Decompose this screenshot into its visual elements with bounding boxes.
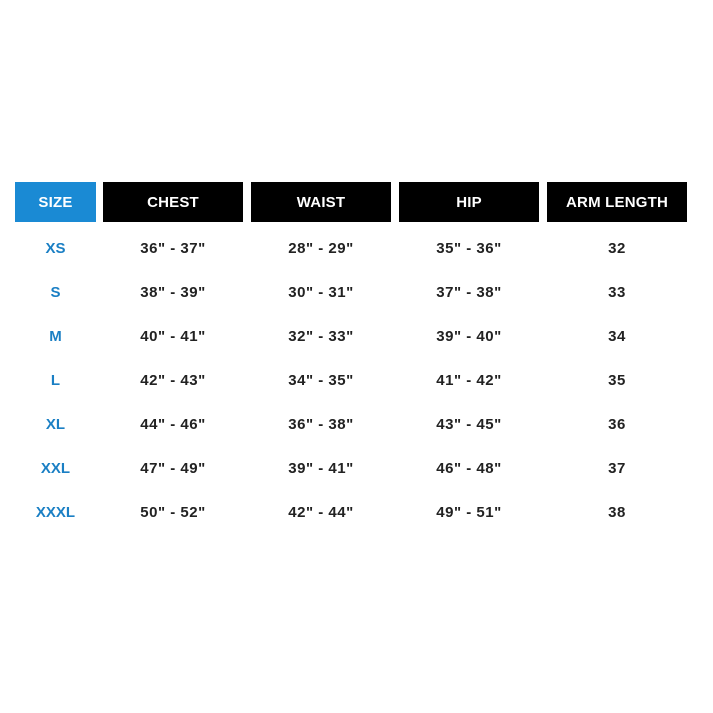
arm-length-cell: 33: [608, 283, 626, 301]
size-cell: XS: [45, 239, 66, 257]
size-cell: L: [50, 371, 61, 389]
hip-cell: 43" - 45": [436, 415, 502, 433]
table-body: [15, 226, 688, 534]
table-row: [15, 490, 688, 534]
size-cell: XL: [45, 415, 66, 433]
chest-cell: 47" - 49": [140, 459, 206, 477]
size-header: SIZE: [15, 182, 96, 222]
hip-cell: 41" - 42": [436, 371, 502, 389]
table-row: [15, 358, 688, 402]
chest-cell: 44" - 46": [140, 415, 206, 433]
arm-length-cell: 32: [608, 239, 626, 257]
waist-cell: 28" - 29": [288, 239, 354, 257]
chest-cell: 38" - 39": [140, 283, 206, 301]
arm-length-cell: 35: [608, 371, 626, 389]
hip-cell: 39" - 40": [436, 327, 502, 345]
table-row: [15, 226, 688, 270]
chest-header: CHEST: [103, 182, 243, 222]
size-cell: XXXL: [35, 503, 76, 521]
waist-cell: 34" - 35": [288, 371, 354, 389]
waist-cell: 39" - 41": [288, 459, 354, 477]
size-chart-table: [15, 182, 688, 534]
hip-header: HIP: [399, 182, 539, 222]
table-row: [15, 402, 688, 446]
waist-header: WAIST: [251, 182, 391, 222]
hip-cell: 46" - 48": [436, 459, 502, 477]
hip-cell: 35" - 36": [436, 239, 502, 257]
table-row: [15, 446, 688, 490]
hip-cell: 37" - 38": [436, 283, 502, 301]
chest-cell: 42" - 43": [140, 371, 206, 389]
chest-cell: 50" - 52": [140, 503, 206, 521]
arm-length-cell: 34: [608, 327, 626, 345]
arm-length-header: ARM LENGTH: [547, 182, 687, 222]
size-cell: XXL: [40, 459, 71, 477]
table-row: [15, 314, 688, 358]
chest-cell: 40" - 41": [140, 327, 206, 345]
hip-cell: 49" - 51": [436, 503, 502, 521]
size-cell: M: [49, 327, 62, 345]
waist-cell: 30" - 31": [288, 283, 354, 301]
arm-length-cell: 38: [608, 503, 626, 521]
arm-length-cell: 36: [608, 415, 626, 433]
chest-cell: 36" - 37": [140, 239, 206, 257]
table-row: [15, 270, 688, 314]
waist-cell: 32" - 33": [288, 327, 354, 345]
waist-cell: 36" - 38": [288, 415, 354, 433]
arm-length-cell: 37: [608, 459, 626, 477]
size-cell: S: [50, 283, 61, 301]
waist-cell: 42" - 44": [288, 503, 354, 521]
header-row: [15, 182, 688, 222]
